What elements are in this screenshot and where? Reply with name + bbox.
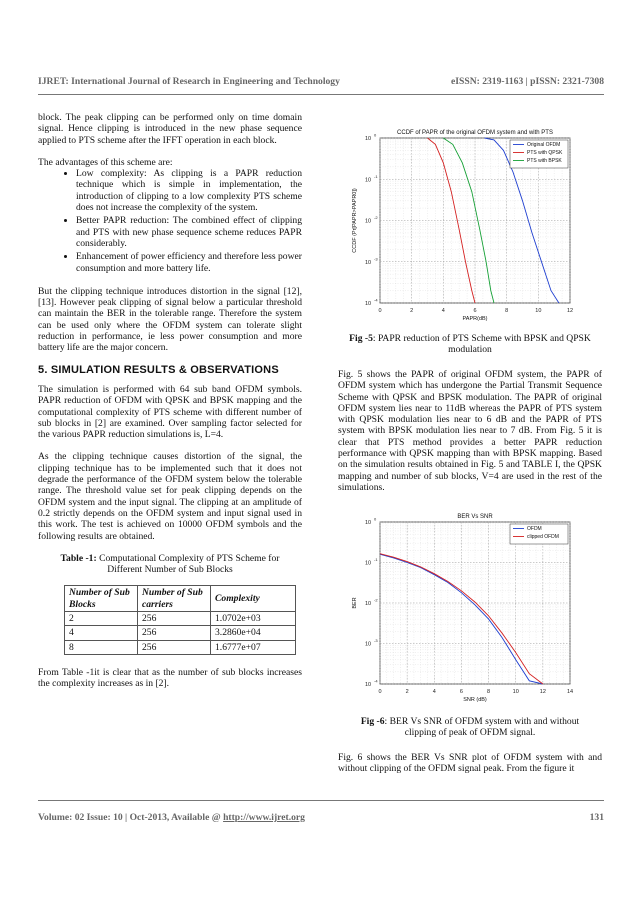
y-tick-label: 10 — [364, 641, 372, 648]
x-axis-label: SNR (dB) — [463, 697, 487, 703]
table-row — [65, 626, 296, 640]
x-tick-label: 10 — [535, 308, 542, 314]
advantages-list — [38, 168, 302, 274]
table-caption — [46, 553, 294, 576]
column-header: Number of Sub carriers — [138, 586, 211, 612]
issn-text: eISSN: 2319-1163 | pISSN: 2321-7308 — [451, 76, 604, 87]
fig6-caption — [338, 716, 602, 739]
fig6-plot — [346, 508, 596, 713]
legend-entry: clipped OFDM — [527, 534, 559, 540]
complexity-table — [64, 585, 296, 654]
x-tick-label: 2 — [410, 308, 414, 314]
y-tick-label: 10 — [364, 601, 372, 607]
paragraph-3: The simulation is performed with 64 sub band OFDM symbols. PAPR reduction of OFDM with QPSK and BPSK mapping and the computational complexity of PTS scheme with different number of sub blocks in [2] are examined. Over sampling factor selected for the various PAPR reduction simulations is, L=4. — [38, 383, 302, 441]
table-cell: 256 — [138, 626, 211, 640]
y-tick-exponent: -3 — [374, 256, 378, 262]
paragraph-4: As the clipping technique causes distortion of the signal, the clipping technique has to be implemented such that it does not degrade the performance of the OFDM system below the tolerable range. The threshold value set for peak clipping depends on the OFDM system and the input signal. The clipping at an amplitude of 0.2 strictly depends on the OFDM system and input signal used in this work. The test is achieved on 10000 OFDM symbols and the following results are obtained. — [38, 451, 302, 542]
journal-title: IJRET: International Journal of Research in Engineering and Technology — [38, 76, 340, 87]
table-cell: 4 — [65, 626, 138, 640]
paragraph-5: From Table -1it is clear that as the number of sub blocks increases the complexity increases as in [2]. — [38, 666, 302, 690]
table-row — [65, 640, 296, 654]
y-axis-label: BER — [352, 597, 358, 609]
y-tick-label: 10 — [364, 560, 372, 567]
x-tick-label: 12 — [566, 308, 574, 314]
y-tick-label: 10 — [364, 259, 372, 266]
fig5-plot — [346, 112, 596, 332]
fig5-caption-text: : PAPR reduction of PTS Scheme with BPSK and QPSK modulation — [372, 333, 591, 356]
chart-title: BER Vs SNR — [457, 514, 493, 520]
y-tick-label: 10 — [364, 682, 372, 688]
footer-rule — [38, 800, 604, 801]
legend-entry: OFDM — [527, 526, 542, 532]
paragraph-7-block — [338, 752, 602, 786]
volume-text: Volume: 02 Issue: 10 | Oct-2013, Available @ — [38, 812, 224, 823]
table-caption-label: Table -1: — [60, 552, 97, 564]
x-tick-label: 4 — [441, 308, 445, 314]
x-tick-label: 10 — [512, 689, 519, 695]
x-tick-label: 2 — [405, 689, 409, 695]
column-header: Complexity — [211, 586, 296, 612]
x-tick-label: 0 — [378, 308, 382, 314]
table-cell: 8 — [65, 640, 138, 654]
advantage-item: • Better PAPR reduction: The combined effect of clipping and PTS with new phase sequence scheme reduces PAPR considerably. — [76, 215, 302, 249]
legend-entry: PTS with QPSK — [527, 150, 563, 156]
y-tick-exponent: -1 — [374, 557, 378, 562]
table-cell: 1.0702e+03 — [211, 611, 296, 625]
chart-title: CCDF of PAPR of the original OFDM system and with PTS — [397, 130, 553, 136]
y-tick-label: 10 — [364, 136, 372, 142]
table-cell: 1.6777e+07 — [211, 640, 296, 654]
journal-link[interactable]: http://www.ijret.org — [223, 812, 305, 823]
x-tick-label: 14 — [566, 689, 574, 695]
x-tick-label: 6 — [473, 308, 477, 314]
y-axis-label: CCDF (Pr[PAPR>PAPR0]) — [352, 188, 358, 253]
running-header — [38, 76, 604, 87]
y-tick-exponent: -3 — [374, 638, 378, 643]
fig5-caption-label: Fig -5 — [349, 333, 373, 344]
y-tick-label: 10 — [364, 520, 372, 526]
x-axis-label: PAPR(dB) — [462, 316, 488, 322]
table-header-row — [65, 586, 296, 612]
advantage-item: • Enhancement of power efficiency and therefore less power consumption and more battery life. — [76, 251, 302, 274]
y-tick-exponent: 0 — [374, 132, 377, 138]
table-cell: 2 — [65, 611, 138, 625]
fig6-svg — [346, 508, 596, 708]
fig5-caption — [338, 333, 602, 356]
y-tick-exponent: 0 — [374, 516, 377, 522]
y-tick-exponent: -2 — [374, 597, 378, 603]
y-tick-exponent: -2 — [374, 215, 378, 220]
paragraph-6-block — [338, 369, 602, 504]
x-tick-label: 6 — [459, 689, 463, 695]
y-tick-exponent: -4 — [374, 297, 378, 303]
x-tick-label: 8 — [487, 689, 491, 695]
x-tick-label: 12 — [539, 689, 546, 695]
x-tick-label: 4 — [432, 689, 436, 695]
legend-entry: Original OFDM — [527, 142, 561, 148]
fig6-caption-text: : BER Vs SNR of OFDM system with and without clipping of peak of OFDM signal. — [384, 716, 580, 739]
legend-entry: PTS with BPSK — [527, 158, 562, 164]
paragraph-2: But the clipping technique introduces distortion in the signal [12],[13]. However peak clipping of signal below a particular threshold can maintain the BER in the tolerable range. Therefore the system can be used only where the OFDM system can tolerate slight reduction in performance, ie less power consumption and more battery life are the major concern. — [38, 285, 302, 354]
x-tick-label: 8 — [505, 308, 509, 314]
table-cell: 3.2860e+04 — [211, 626, 296, 640]
advantage-item: • Low complexity: As clipping is a PAPR reduction technique which is simple in implementation, the introduction of clipping to a low complexity PTS scheme does not increase the complexity of the system. — [76, 168, 302, 213]
x-tick-label: 0 — [378, 689, 382, 695]
page-number: 131 — [589, 812, 604, 823]
left-column — [38, 112, 302, 700]
running-footer — [38, 812, 604, 823]
column-header: Number of Sub Blocks — [65, 586, 138, 612]
paragraph-6: Fig. 5 shows the PAPR of original OFDM system, the PAPR of OFDM system which has undergone the Partial Transmit Sequence Scheme with QPSK and BPSK modulation. The PAPR of original OFDM system lies near to 11dB whereas the PAPR of PTS system with QPSK modulation lies near to 6 dB and the PAPR of PTS system with BPSK modulation lies near to 7 dB. From Fig. 5 it is clear that PTS method provides a better PAPR reduction performance with QPSK mapping than with BPSK mapping. Based on the simulation results obtained in Fig. 5 and TABLE I, the QPSK mapping and number of sub blocks, V=4 are used in the rest of the simulations. — [338, 369, 602, 493]
section-heading: 5. SIMULATION RESULTS & OBSERVATIONS — [38, 363, 279, 376]
y-tick-exponent: -1 — [374, 173, 378, 179]
table-row — [65, 611, 296, 625]
fig6-caption-label: Fig -6 — [360, 716, 385, 727]
paragraph-7: Fig. 6 shows the BER Vs SNR plot of OFDM system with and without clipping of the OFDM signal peak. From the figure it — [338, 752, 602, 775]
y-tick-label: 10 — [364, 218, 372, 225]
fig5-svg — [346, 112, 596, 327]
table-caption-text: Computational Complexity of PTS Scheme for Different Number of Sub Blocks — [96, 552, 280, 576]
table-cell: 256 — [138, 611, 211, 625]
advantages-intro: The advantages of this scheme are: — [38, 156, 173, 168]
y-tick-label: 10 — [364, 177, 372, 184]
paragraph-1: block. The peak clipping can be performed only on time domain signal. Hence clipping is introduced in the new phase sequence applied to PTS scheme after the IFFT operation in each block. — [38, 112, 302, 146]
y-tick-label: 10 — [364, 301, 372, 307]
y-tick-exponent: -4 — [374, 678, 378, 684]
header-rule — [38, 94, 604, 95]
table-cell: 256 — [138, 640, 211, 654]
